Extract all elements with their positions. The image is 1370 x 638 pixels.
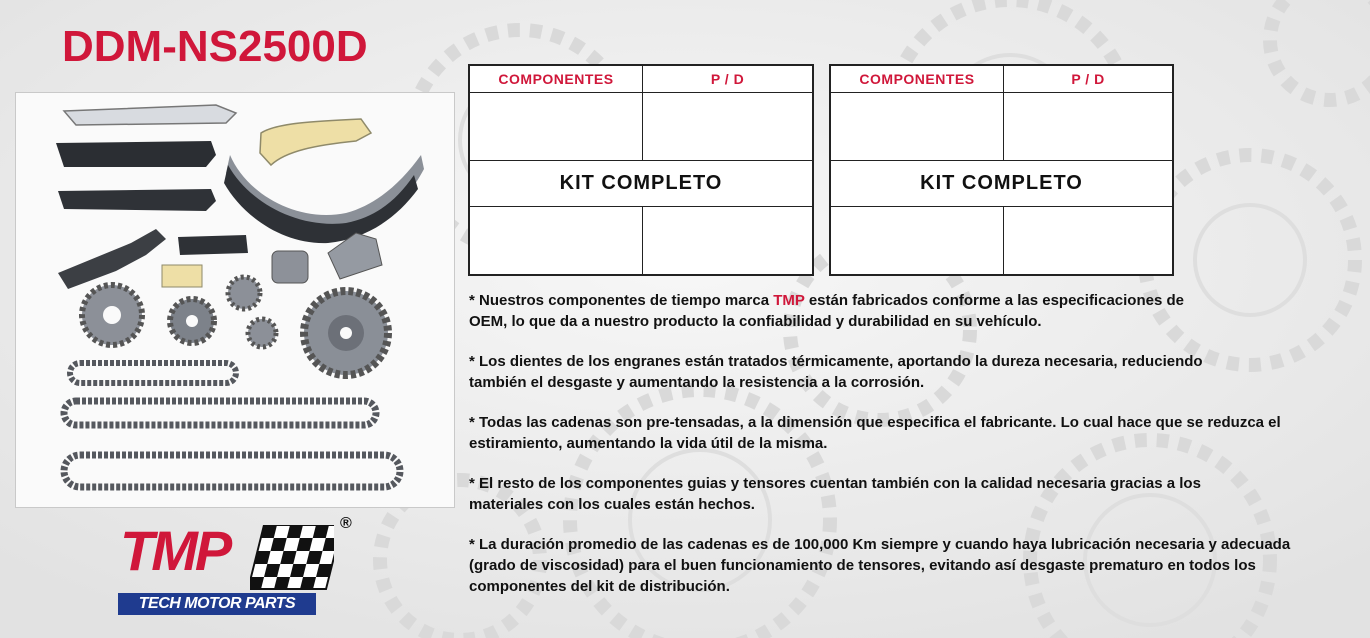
note-guides: * El resto de los componentes guias y tensores cuentan también con la calidad necesaria gracias a los materiales con los cuales están hechos.	[469, 475, 1201, 513]
note-gears: * Los dientes de los engranes están tratados térmicamente, aportando la dureza necesaria, reduciendo también el desgaste y aumentando la resistencia a la corrosión.	[469, 353, 1203, 391]
cell	[1004, 93, 1174, 161]
cell	[643, 207, 814, 276]
cell	[830, 207, 1004, 276]
cell	[469, 207, 643, 276]
brand-name: TMP	[773, 292, 805, 309]
cell	[830, 93, 1004, 161]
header-pd: P / D	[1004, 65, 1174, 93]
product-photo	[15, 92, 455, 508]
kit-completo-label: KIT COMPLETO	[830, 161, 1173, 207]
header-componentes: COMPONENTES	[469, 65, 643, 93]
tmp-logo	[118, 515, 358, 619]
note-chains: * Todas las cadenas son pre-tensadas, a la dimensión que especifica el fabricante. Lo cual hace que se reduzca el estiramiento, aumentando la vida útil de la misma.	[469, 414, 1281, 452]
checkered-flag-icon	[250, 525, 334, 591]
spec-table-2	[829, 64, 1174, 276]
timing-kit-image	[16, 93, 454, 507]
notes	[469, 290, 1359, 616]
registered-mark: ®	[340, 515, 352, 532]
cell	[643, 93, 814, 161]
logo-brand: TMP	[120, 519, 230, 582]
cell	[469, 93, 643, 161]
page-title: DDM-NS2500D	[62, 22, 368, 71]
header-pd: P / D	[643, 65, 814, 93]
spec-table-1	[468, 64, 814, 276]
note-duration: * La duración promedio de las cadenas es de 100,000 Km siempre y cuando haya lubricación necesaria y adecuada (grado de viscosidad) para el buen funcionamiento de tensores, evitando así desgaste prematuro en todos los componentes del kit de distribución.	[469, 536, 1291, 595]
header-componentes: COMPONENTES	[830, 65, 1004, 93]
note-oem: * Nuestros componentes de tiempo marca TMP están fabricados conforme a las especificaciones de OEM, lo que da a nuestro producto la confiabilidad y durabilidad en su vehículo.	[469, 292, 1184, 330]
kit-completo-label: KIT COMPLETO	[469, 161, 813, 207]
cell	[1004, 207, 1174, 276]
logo-tagline: TECH MOTOR PARTS	[118, 593, 316, 615]
